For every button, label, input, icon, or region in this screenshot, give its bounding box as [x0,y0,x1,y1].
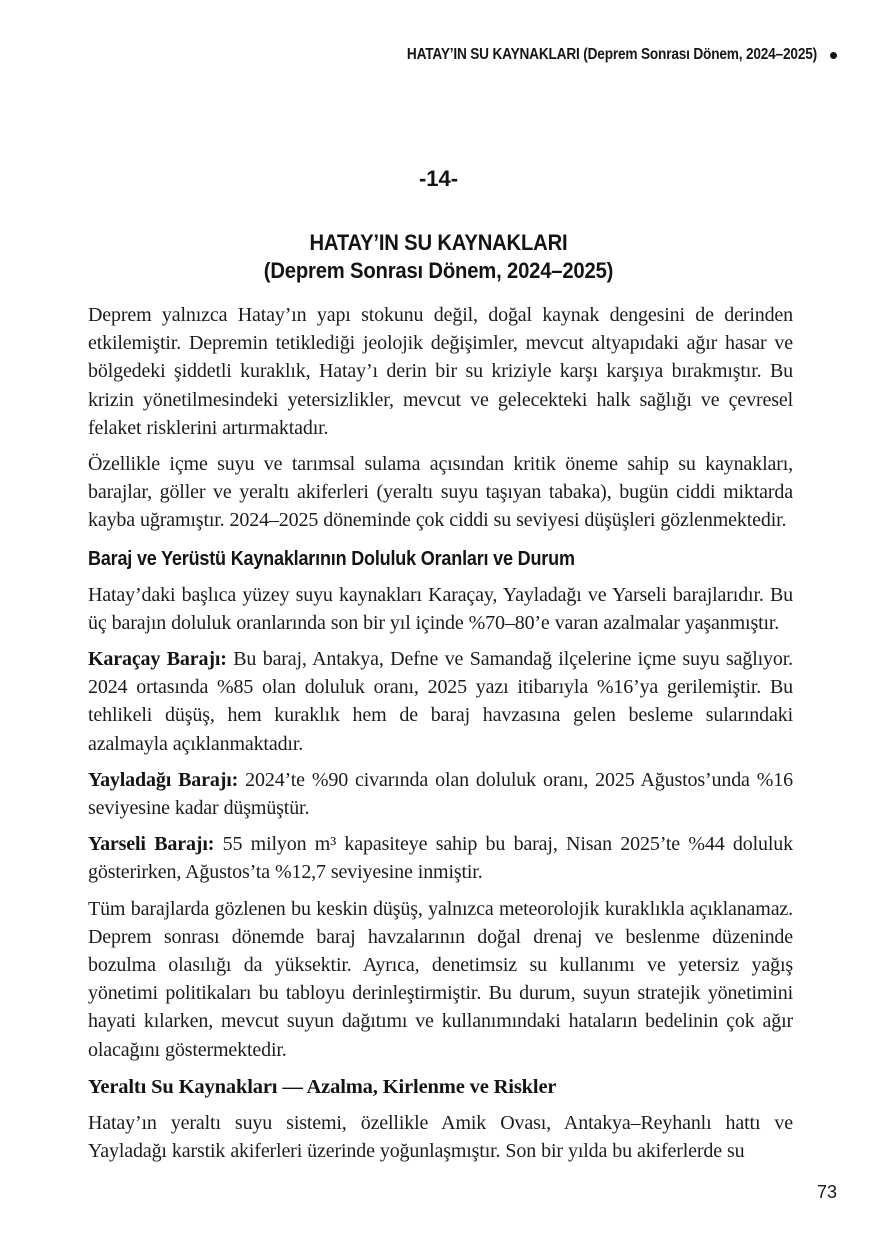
yayladagi-dam-label: Yayladağı Barajı: [88,768,246,791]
running-header [351,46,837,64]
intro-paragraph-2: Özellikle içme suyu ve tarımsal sulama açısından kritik öneme sahip su kaynakları, barajlar, göller ve yeraltı akiferleri (yeraltı suyu taşıyan tabaka), bugün ciddi miktarda kayba uğramıştır. 2024–2025 döneminde çok ciddi su seviyesi düşüşleri gözlenmektedir. [88,453,793,532]
chapter-title-line1: HATAY’IN SU KAYNAKLARI [309,230,568,255]
yarseli-dam-label: Yarseli Barajı: [88,833,223,856]
yarseli-dam-text: 55 milyon m³ kapasiteye sahip bu baraj, Nisan 2025’te %44 doluluk gösterirken, Ağustos’ta %12,7 seviyesine inmiştir. [88,833,793,884]
chapter-title [35,229,842,285]
dams-analysis-paragraph: Tüm barajlarda gözlenen bu keskin düşüş, yalnızca meteorolojik kuraklıkla açıklanamaz. Deprem sonrası dönemde baraj havzalarının doğal drenaj ve beslenme düzeninde bozulma olasılığı da yüksektir. Ayrıca, denetimsiz su kullanımı ve yetersiz yağış yönetimi politikaları bu tabloyu derinleştirmiştir. Bu durum, suyun stratejik yönetimini hayati kılarken, mevcut suyun dağıtımı ve kullanımındaki hataların bedelinin çok ağır olacağını göstermektedir. [88,897,793,1061]
dams-overview-paragraph: Hatay’daki başlıca yüzey suyu kaynakları Karaçay, Yayladağı ve Yarseli barajlarıdır. Bu üç barajın doluluk oranlarında son bir yıl içinde %70–80’e varan azalmalar yaşanmıştır. [88,583,793,634]
yayladagi-dam-text: 2024’te %90 civarında olan doluluk oranı, 2025 Ağustos’unda %16 seviyesine kadar düşmüştür. [88,768,793,820]
chapter-title-line2: (Deprem Sonrası Dönem, 2024–2025) [263,258,614,283]
paragraph-yayladagi-dam [88,766,793,822]
section-heading-dams: Baraj ve Yerüstü Kaynaklarının Doluluk Oranları ve Durum [88,547,575,570]
running-header-text: HATAY’IN SU KAYNAKLARI (Deprem Sonrası Dönem, 2024–2025) [406,46,817,63]
body-column [88,301,793,1173]
bullet-icon [830,52,837,59]
paragraph-karacay-dam [88,645,793,758]
chapter-number: -14- [418,166,459,191]
groundwater-paragraph: Hatay’ın yeraltı suyu sistemi, özellikle Amik Ovası, Antakya–Reyhanlı hattı ve Yayladağı karstik akiferleri üzerinde yoğunlaşmıştır. Son bir yılda bu akiferlerde su [88,1111,793,1163]
page-number: 73 [816,1182,837,1202]
intro-paragraph-1: Deprem yalnızca Hatay’ın yapı stokunu değil, doğal kaynak dengesini de derinden etkilemiştir. Depremin tetiklediği jeolojik değişimler, mevcut altyapıdaki ağır hasar ve bölgedeki şiddetli kuraklık, Hatay’ı derin bir su kriziyle karşı karşıya bırakmıştır. Bu krizin yönetilmesindeki yetersizlikler, mevcut ve gelecekteki halk sağlığı ve çevresel felaket risklerini artırmaktadır. [88,304,793,439]
section-heading-groundwater: Yeraltı Su Kaynakları — Azalma, Kirlenme ve Riskler [88,1075,557,1098]
karacay-dam-text: Bu baraj, Antakya, Defne ve Samandağ ilçelerine içme suyu sağlıyor. 2024 ortasında %85 olan doluluk oranı, 2025 yazı itibarıyla %16’ya gerilemiştir. Bu tehlikeli düşüş, hem kuraklık hem de baraj havzasına gelen besleme sularındaki azalmayla açıklanmaktadır. [88,648,793,755]
karacay-dam-label: Karaçay Barajı: [88,648,234,671]
paragraph-yarseli-dam [88,830,793,886]
